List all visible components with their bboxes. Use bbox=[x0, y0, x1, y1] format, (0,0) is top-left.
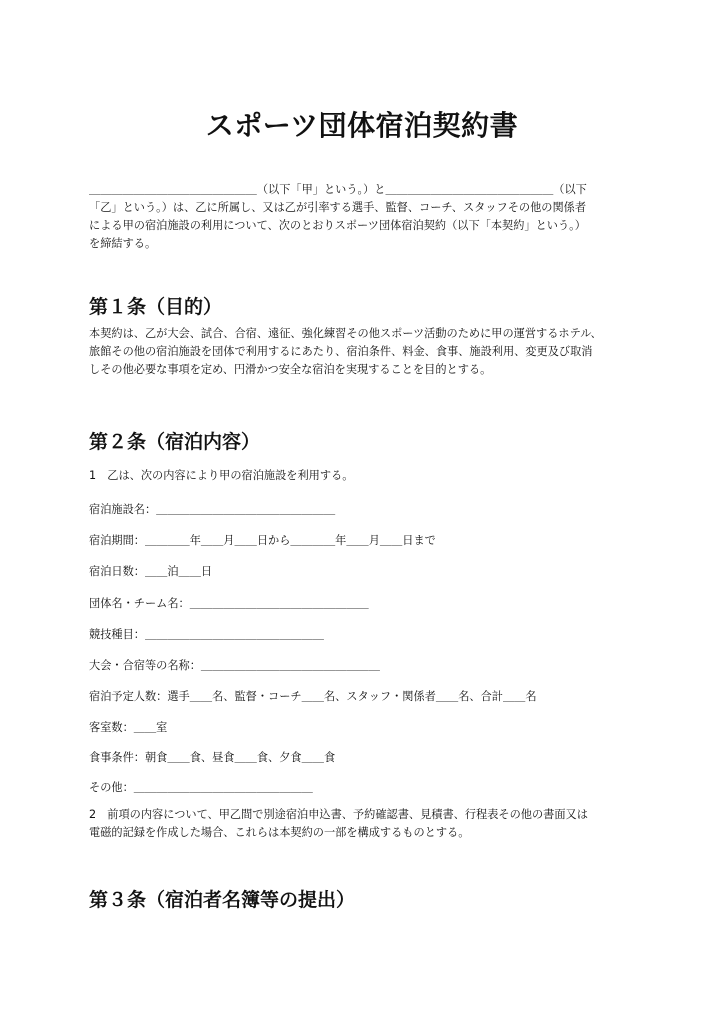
field-stay-period: 宿泊期間：＿＿＿＿年＿＿月＿＿日から＿＿＿＿年＿＿月＿＿日まで bbox=[89, 534, 436, 547]
article-2-heading: 第２条（宿泊内容） bbox=[89, 431, 261, 453]
field-event-name: 大会・合宿等の名称：＿＿＿＿＿＿＿＿＿＿＿＿＿＿＿＿ bbox=[89, 659, 380, 672]
preamble-paragraph: ＿＿＿＿＿＿＿＿＿＿＿＿＿＿＿（以下「甲」という。）と＿＿＿＿＿＿＿＿＿＿＿＿＿＿＿（以下 「乙」という。）は、乙に所属し、又は乙が引率する選手、監督、コーチ、スタッフその他の関係者 による甲の宿泊施設の利用について、次のとおりスポーツ団体宿泊契約（以下「本契約」という。） を締結する。 bbox=[89, 183, 587, 250]
document-title: スポーツ団体宿泊契約書 bbox=[205, 109, 519, 142]
field-room-count: 客室数：＿＿室 bbox=[89, 721, 168, 734]
field-stay-days: 宿泊日数：＿＿泊＿＿日 bbox=[89, 565, 213, 578]
article-1-heading: 第１条（目的） bbox=[89, 296, 223, 318]
article-1-body: 本契約は、乙が大会、試合、合宿、遠征、強化練習その他スポーツ活動のために甲の運営するホテル、 旅館その他の宿泊施設を団体で利用するにあたり、宿泊条件、料金、食事、施設利用、変更及び取消 しその他必要な事項を定め、円滑かつ安全な宿泊を実現することを目的とする。 bbox=[89, 327, 602, 376]
field-guest-count: 宿泊予定人数：選手＿＿名、監督・コーチ＿＿名、スタッフ・関係者＿＿名、合計＿＿名 bbox=[89, 690, 537, 703]
article-2-item-1: 1 乙は、次の内容により甲の宿泊施設を利用する。 bbox=[89, 469, 354, 482]
article-2-item-2: 2 前項の内容について、甲乙間で別途宿泊申込書、予約確認書、見積書、行程表その他の書面又は 電磁的記録を作成した場合、これらは本契約の一部を構成するものとする。 bbox=[89, 808, 588, 839]
article-3-heading: 第３条（宿泊者名簿等の提出） bbox=[89, 889, 356, 911]
field-other: その他：＿＿＿＿＿＿＿＿＿＿＿＿＿＿＿＿ bbox=[89, 781, 313, 794]
field-facility-name: 宿泊施設名：＿＿＿＿＿＿＿＿＿＿＿＿＿＿＿＿ bbox=[89, 503, 336, 516]
field-sport-type: 競技種目：＿＿＿＿＿＿＿＿＿＿＿＿＿＿＿＿ bbox=[89, 628, 324, 641]
field-team-name: 団体名・チーム名：＿＿＿＿＿＿＿＿＿＿＿＿＿＿＿＿ bbox=[89, 597, 369, 610]
field-meal-conditions: 食事条件：朝食＿＿食、昼食＿＿食、夕食＿＿食 bbox=[89, 751, 336, 764]
